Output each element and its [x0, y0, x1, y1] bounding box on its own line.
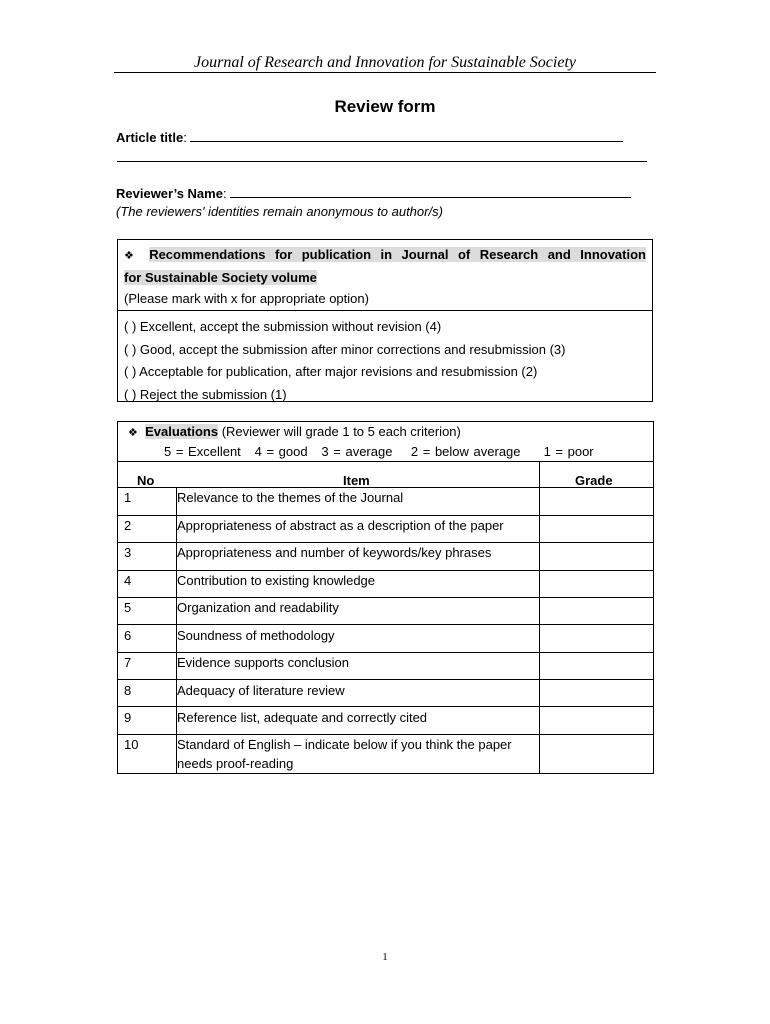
row-rule	[118, 515, 653, 516]
column-header-item: Item	[343, 473, 370, 488]
row-number: 8	[124, 683, 132, 698]
diamond-bullet-icon: ❖	[124, 250, 140, 262]
row-rule	[118, 570, 653, 571]
anonymity-note: (The reviewers' identities remain anonymous to author/s)	[116, 204, 443, 219]
diamond-bullet-icon: ❖	[128, 427, 138, 439]
row-rule	[118, 679, 653, 680]
grading-scale: 5 = Excellent 4 = good 3 = average 2 = below average 1 = poor	[164, 444, 594, 459]
article-title-input-line-2[interactable]	[117, 161, 647, 162]
evaluations-box	[117, 421, 654, 774]
row-rule	[118, 597, 653, 598]
row-rule	[118, 734, 653, 735]
grade-cell[interactable]	[541, 681, 651, 705]
article-title-label: Article title	[116, 130, 184, 145]
row-item: Evidence supports conclusion	[177, 655, 349, 670]
evaluations-heading	[128, 424, 461, 439]
row-number: 3	[124, 545, 132, 560]
row-item-continued: needs proof-reading	[177, 756, 294, 771]
row-number: 10	[124, 737, 139, 752]
table-top-rule	[118, 461, 653, 462]
column-divider-grade	[539, 461, 540, 773]
option-good[interactable]: ( ) Good, accept the submission after minor corrections and resubmission (3)	[124, 342, 566, 357]
row-number: 7	[124, 655, 132, 670]
row-number: 9	[124, 710, 132, 725]
row-rule	[118, 542, 653, 543]
row-item: Contribution to existing knowledge	[177, 573, 376, 588]
grade-cell[interactable]	[541, 599, 651, 623]
article-title-input-line[interactable]	[190, 129, 623, 142]
recommendations-instruction: (Please mark with x for appropriate option)	[124, 291, 369, 306]
article-title-field: Article title:	[116, 129, 623, 145]
recommendations-title-line2: for Sustainable Society volume	[124, 270, 317, 285]
option-acceptable[interactable]: ( ) Acceptable for publication, after major revisions and resubmission (2)	[124, 364, 538, 379]
row-number: 4	[124, 573, 132, 588]
header-rule	[114, 72, 656, 73]
row-number: 5	[124, 600, 132, 615]
row-rule	[118, 624, 653, 625]
recommendations-title-line1: Recommendations for publication in Journal of Research and Innovation	[149, 247, 646, 262]
row-number: 1	[124, 490, 132, 505]
evaluations-instruction: (Reviewer will grade 1 to 5 each criterion)	[221, 424, 461, 439]
journal-header: Journal of Research and Innovation for Sustainable Society	[193, 54, 576, 71]
row-rule	[118, 706, 653, 707]
grade-cell[interactable]	[541, 489, 651, 513]
row-item: Organization and readability	[177, 600, 339, 615]
evaluations-title: Evaluations	[145, 424, 219, 439]
grade-cell[interactable]	[541, 544, 651, 568]
row-item: Relevance to the themes of the Journal	[177, 490, 404, 505]
row-item: Reference list, adequate and correctly cited	[177, 710, 428, 725]
header-rule	[118, 487, 653, 488]
grade-cell[interactable]	[541, 654, 651, 678]
recommendations-heading	[124, 244, 646, 309]
column-header-grade: Grade	[575, 473, 613, 488]
grade-cell[interactable]	[541, 708, 651, 732]
grade-cell[interactable]	[541, 572, 651, 596]
row-rule	[118, 652, 653, 653]
row-item: Appropriateness of abstract as a description of the paper	[177, 518, 504, 533]
grade-cell[interactable]	[541, 736, 651, 772]
page-number: 1	[382, 951, 388, 963]
reviewer-name-input-line[interactable]	[230, 185, 631, 198]
recommendations-box	[117, 239, 653, 402]
grade-cell[interactable]	[541, 626, 651, 650]
recommendations-divider	[118, 310, 652, 311]
reviewer-name-field: Reviewer’s Name:	[116, 185, 631, 201]
row-item: Standard of English – indicate below if you think the paper	[177, 737, 512, 752]
column-header-no: No	[137, 473, 155, 488]
grade-cell[interactable]	[541, 517, 651, 541]
form-title: Review form	[334, 97, 436, 116]
option-excellent[interactable]: ( ) Excellent, accept the submission without revision (4)	[124, 319, 442, 334]
row-number: 6	[124, 628, 132, 643]
row-number: 2	[124, 518, 132, 533]
row-item: Adequacy of literature review	[177, 683, 345, 698]
row-item: Soundness of methodology	[177, 628, 335, 643]
row-item: Appropriateness and number of keywords/key phrases	[177, 545, 492, 560]
reviewer-name-label: Reviewer’s Name	[116, 186, 223, 201]
option-reject[interactable]: ( ) Reject the submission (1)	[124, 387, 287, 402]
